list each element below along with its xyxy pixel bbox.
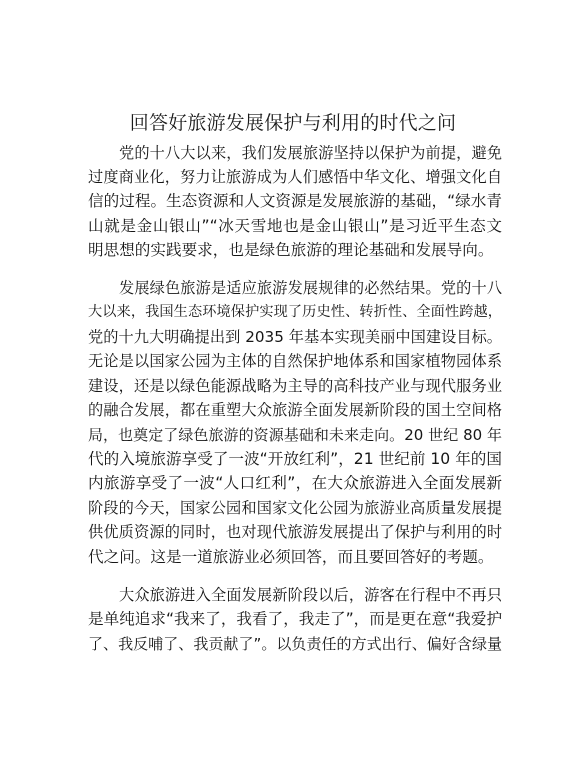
paragraph-2-line-12: 代之问。这是一道旅游业必须回答，而且要回答好的考题。 bbox=[88, 548, 494, 566]
paragraph-2-line-5: 建设，还是以绿色能源战略为主导的高科技产业与现代服务业 bbox=[88, 377, 502, 395]
paragraph-1-line-3: 信的过程。生态资源和人文资源是发展旅游的基础，“绿水青 bbox=[88, 192, 502, 210]
paragraph-1-line-1: 党的十八大以来，我们发展旅游坚持以保护为前提，避免 bbox=[119, 144, 502, 162]
paragraph-2-line-10: 阶段的今天，国家公园和国家文化公园为旅游业高质量发展提 bbox=[88, 499, 502, 517]
document-title: 回答好旅游发展保护与利用的时代之问 bbox=[129, 111, 457, 134]
paragraph-2-line-9: 内旅游享受了一波“人口红利”，在大众旅游进入全面发展新 bbox=[88, 474, 502, 492]
paragraph-2-line-6: 的融合发展，都在重塑大众旅游全面发展新阶段的国土空间格 bbox=[88, 401, 502, 419]
paragraph-2-line-11: 供优质资源的同时，也对现代旅游发展提出了保护与利用的时 bbox=[88, 523, 502, 541]
paragraph-3-line-3: 了、我反哺了、我贡献了”。以负责任的方式出行、偏好含绿量 bbox=[88, 635, 502, 653]
paragraph-2-line-7: 局，也奠定了绿色旅游的资源基础和未来走向。20 世纪 80 年 bbox=[88, 426, 502, 444]
paragraph-1-line-2: 过度商业化，努力让旅游成为人们感悟中华文化、增强文化自 bbox=[88, 168, 502, 186]
paragraph-1-line-4: 山就是金山银山”“冰天雪地也是金山银山”是习近平生态文 bbox=[88, 217, 502, 235]
paragraph-2-line-1: 发展绿色旅游是适应旅游发展规律的必然结果。党的十八 bbox=[119, 279, 502, 297]
paragraph-2-line-4: 无论是以国家公园为主体的自然保护地体系和国家植物园体系 bbox=[88, 352, 502, 370]
paragraph-2-line-8: 代的入境旅游享受了一波“开放红利”，21 世纪前 10 年的国 bbox=[88, 450, 502, 468]
paragraph-2-line-2: 大以来，我国生态环境保护实现了历史性、转折性、全面性跨越， bbox=[88, 304, 502, 320]
paragraph-1-line-5: 明思想的实践要求，也是绿色旅游的理论基础和发展导向。 bbox=[88, 241, 494, 259]
paragraph-3-line-2: 是单纯追求“我来了，我看了，我走了”，而是更在意“我爱护 bbox=[88, 610, 503, 628]
paragraph-3-line-1: 大众旅游进入全面发展新阶段以后，游客在行程中不再只 bbox=[119, 586, 502, 604]
paragraph-2-line-3: 党的十九大明确提出到 2035 年基本实现美丽中国建设目标。 bbox=[88, 328, 502, 346]
